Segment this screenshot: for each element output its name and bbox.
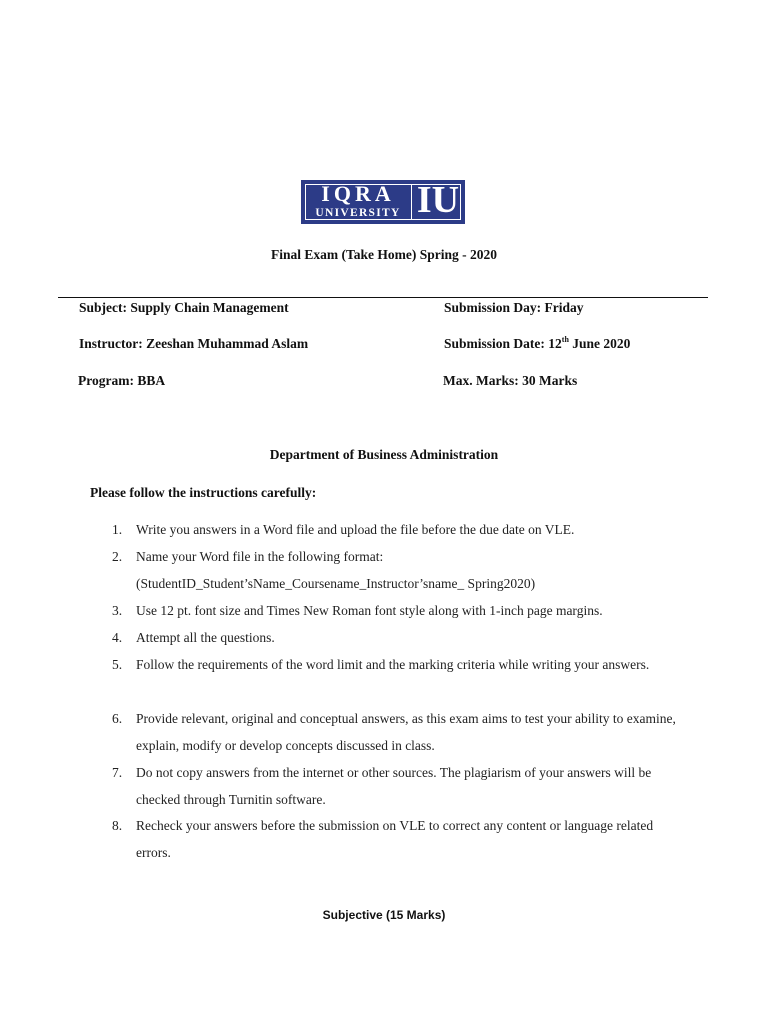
max-marks-label: Max. Marks: 30 Marks	[443, 373, 578, 388]
iqra-university-logo	[301, 180, 465, 224]
program-label: Program: BBA	[78, 373, 166, 388]
list-item-number: 6.	[112, 711, 123, 726]
logo-iqra-text: IQRA	[321, 181, 395, 206]
list-item-number: 3.	[112, 603, 123, 618]
logo-university-text: UNIVERSITY	[315, 207, 401, 219]
submission-day-label: Submission Day: Friday	[444, 300, 584, 315]
submission-date-ordinal: th	[561, 334, 569, 344]
logo-divider	[411, 185, 412, 219]
department-title: Department of Business Administration	[269, 447, 499, 462]
instructions-heading: Please follow the instructions carefully:	[90, 485, 317, 500]
list-item-text: Use 12 pt. font size and Times New Roman font style along with 1-inch page margins.	[136, 603, 603, 618]
list-item-text: Name your Word file in the following format: (StudentID_Student’sName_Coursename_Instructor’sname_ Spring2020)	[136, 549, 536, 591]
list-item-number: 4.	[112, 630, 123, 645]
list-item-text: Write you answers in a Word file and upload the file before the due date on VLE.	[136, 522, 575, 537]
submission-date-prefix: Submission Date: 12	[444, 336, 562, 351]
header-divider	[58, 297, 708, 298]
list-item-number: 5.	[112, 657, 123, 672]
list-item-text: Attempt all the questions.	[136, 630, 275, 645]
list-item-text: Recheck your answers before the submission on VLE to correct any content or language related errors.	[136, 818, 654, 860]
list-item-text: Provide relevant, original and conceptual answers, as this exam aims to test your ability to examine, explain, modify or develop concepts discussed in class.	[136, 711, 676, 753]
submission-date-label	[444, 336, 630, 352]
list-item-number: 7.	[112, 765, 123, 780]
logo-monogram: IU	[416, 179, 460, 221]
exam-title: Final Exam (Take Home) Spring - 2020	[270, 247, 497, 262]
subject-label: Subject: Supply Chain Management	[79, 300, 289, 315]
subjective-section-heading: Subjective (15 Marks)	[322, 908, 446, 922]
instructor-label: Instructor: Zeeshan Muhammad Aslam	[79, 336, 309, 351]
list-item-number: 8.	[112, 818, 123, 833]
list-item-text: Follow the requirements of the word limit and the marking criteria while writing your answers.	[136, 657, 650, 672]
list-item-number: 1.	[112, 522, 123, 537]
list-item-text: Do not copy answers from the internet or other sources. The plagiarism of your answers will be checked through Turnitin software.	[136, 765, 652, 807]
list-item-number: 2.	[112, 549, 123, 564]
submission-date-suffix: June 2020	[568, 336, 631, 351]
